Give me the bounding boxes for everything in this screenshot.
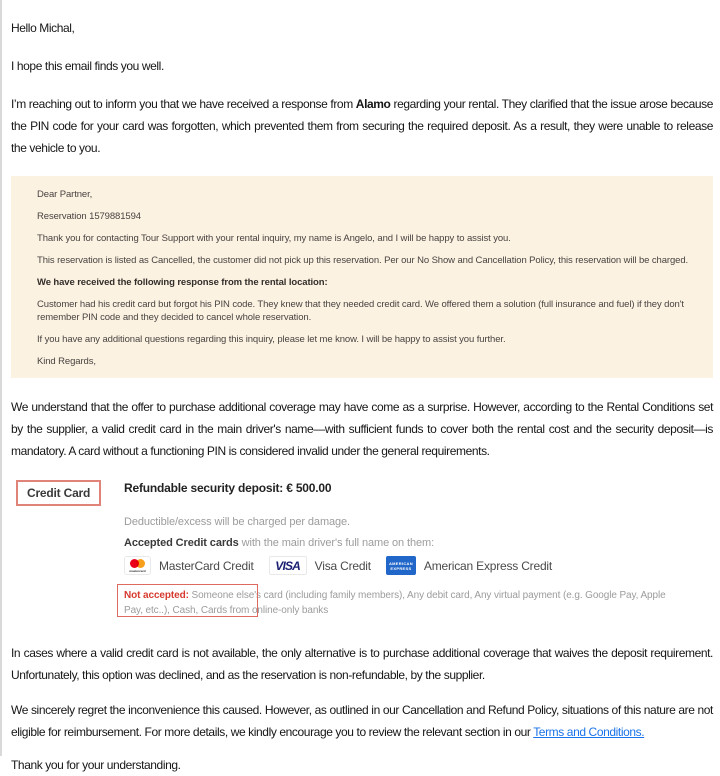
regret-paragraph <box>11 699 713 743</box>
regret-text: We sincerely regret the inconvenience this caused. However, as outlined in our Cancellation and Refund Policy, situations of this nature are not eligible for reimbursement. For more details, we kindly encourage you to review the relevant section in our <box>11 703 713 739</box>
credit-card-details <box>124 478 713 618</box>
visa-logo-icon: VISA <box>269 556 307 575</box>
intro-paragraph <box>11 93 713 159</box>
accepted-cards-heading-bold: Accepted Credit cards <box>124 537 239 549</box>
alternative-paragraph: In cases where a valid credit card is not available, the only alternative is to purchase additional coverage that waives the deposit requirement. Unfortunately, this option was declined, and as the reservation is non-refundable, by the supplier. <box>11 646 713 682</box>
quote-further-assist: If you have any additional questions regarding this inquiry, please let me know. I will be happy to assist you further. <box>37 334 506 345</box>
quote-salutation: Dear Partner, <box>37 189 93 200</box>
card-mastercard <box>124 556 254 575</box>
quote-response-heading: We have received the following response from the rental location: <box>37 277 328 288</box>
credit-card-label: Credit Card <box>16 480 101 506</box>
supplier-response-quote <box>11 176 713 378</box>
quote-signoff: Kind Regards, <box>37 356 96 367</box>
terms-link[interactable]: Terms and Conditions. <box>533 725 645 739</box>
intro-text-pre: I’m reaching out to inform you that we have received a response from <box>11 97 356 111</box>
not-accepted-note <box>124 586 676 618</box>
greeting: Hello Michal, <box>11 21 75 35</box>
mastercard-logo-icon <box>124 556 151 575</box>
visa-label: Visa Credit <box>314 558 371 573</box>
amex-logo-icon: AMERICAN EXPRESS <box>386 556 416 575</box>
credit-card-label-column <box>11 478 124 506</box>
amex-label: American Express Credit <box>423 558 553 573</box>
not-accepted-label: Not accepted: <box>124 590 189 601</box>
mastercard-circles-icon <box>130 559 145 569</box>
mastercard-wordmark: mastercard <box>129 568 146 573</box>
quote-cancellation-status: This reservation is listed as Cancelled, the customer did not pick up this reservation. Per our No Show and Cancellation Policy, this reservation will be charged. <box>37 255 689 266</box>
supplier-name: Alamo <box>355 97 391 111</box>
quote-reservation-number: Reservation 1579881594 <box>37 211 141 222</box>
explanation-paragraph: We understand that the offer to purchase additional coverage may have come as a surprise. However, according to the Rental Conditions set by the supplier, a valid credit card in the main driver's name—with sufficient funds to cover both the rental cost and the security deposit—is mandatory. A card without a functioning PIN is considered invalid under the general requirements. <box>11 400 713 458</box>
opening-line: I hope this email finds you well. <box>11 59 164 73</box>
credit-card-section <box>11 478 713 618</box>
accepted-cards-heading <box>124 537 713 549</box>
card-visa <box>269 556 371 575</box>
deposit-amount: Refundable security deposit: € 500.00 <box>124 481 332 495</box>
intro-text-post: regarding your rental. They clarified that the issue arose because the PIN code for your card was forgotten, which prevented them from securing the required deposit. As a result, they were unable to release the vehicle to you. <box>11 97 713 155</box>
not-accepted-list: Someone else's card (including family members), Any debit card, Any virtual payment (e.g. Google Pay, Apple Pay, etc..), Cash, Cards from online-only banks <box>124 590 666 616</box>
accepted-cards-heading-rest: with the main driver's full name on them: <box>238 537 435 549</box>
mastercard-label: MasterCard Credit <box>159 558 254 573</box>
card-amex <box>386 556 552 575</box>
deductible-note: Deductible/excess will be charged per damage. <box>124 516 351 528</box>
accepted-cards-row <box>124 556 713 575</box>
closing-line: Thank you for your understanding. <box>11 758 181 772</box>
quote-location-response: Customer had his credit card but forgot his PIN code. They knew that they needed credit card. We offered them a solution (full insurance and fuel) if they don't remember PIN code and they decided to cancel whole reservation. <box>37 299 684 323</box>
quote-agent-intro: Thank you for contacting Tour Support with your rental inquiry, my name is Angelo, and I will be happy to assist you. <box>37 233 511 244</box>
